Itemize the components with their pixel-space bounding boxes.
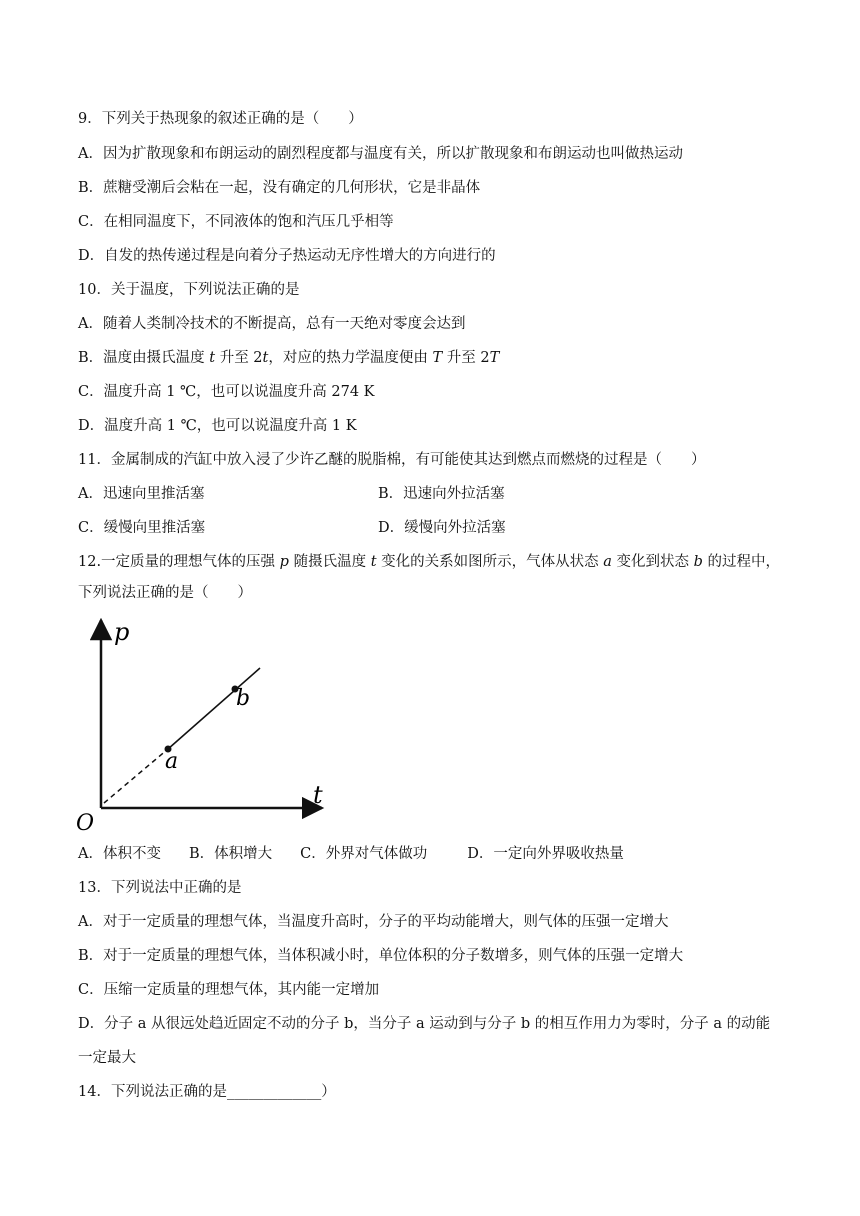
q12-option-a: A．体积不变 [78,846,161,862]
q10-b-text-4: 升至 2 [442,350,490,366]
q9-stem: 9．下列关于热现象的叙述正确的是（ ） [78,111,363,127]
q13-option-c: C．压缩一定质量的理想气体，其内能一定增加 [78,982,380,998]
q10-option-d: D．温度升高 1 ℃，也可以说温度升高 1 K [78,418,357,434]
q13-option-b: B．对于一定质量的理想气体，当体积减小时，单位体积的分子数增多，则气体的压强一定增大 [78,948,684,964]
q10-b-var-T2: T [489,350,500,366]
q14-stem: 14．下列说法正确的是_____________） [78,1084,336,1100]
q10-b-text-2: 升至 2 [215,350,263,366]
q10-b-text-1: B．温度由摄氏温度 [78,350,210,366]
q10-option-c: C．温度升高 1 ℃，也可以说温度升高 274 K [78,384,375,400]
q12-text-4: 变化到状态 [611,554,694,570]
q12-var-p: p [279,554,289,570]
q12-text-1: 12.一定质量的理想气体的压强 [78,554,280,570]
dashed-extension [104,749,168,803]
q12-text-5: 的过程中， [702,554,781,570]
q12-text-3: 变化的关系如图所示，气体从状态 [376,554,604,570]
q10-option-a: A．随着人类制冷技术的不断提高，总有一天绝对零度会达到 [78,316,466,332]
q9-option-c: C．在相同温度下，不同液体的饱和汽压几乎相等 [78,214,394,230]
q10-stem: 10．关于温度，下列说法正确的是 [78,282,300,298]
q11-option-d: D．缓慢向外拉活塞 [378,520,506,536]
x-axis-label: t [313,781,323,809]
q12-option-c: C．外界对气体做功 [300,846,428,862]
q9-option-a: A．因为扩散现象和布朗运动的剧烈程度都与温度有关，所以扩散现象和布朗运动也叫做热运动 [78,146,683,162]
q12-stem-line1 [78,552,780,572]
q10-option-b [78,348,499,368]
point-b-label: b [236,686,251,711]
q12-var-t: t [370,554,377,570]
q11-stem: 11．金属制成的汽缸中放入浸了少许乙醚的脱脂棉，有可能使其达到燃点而燃烧的过程是（ ） [78,452,706,468]
q12-var-a: a [603,554,612,570]
q10-b-text-3: ，对应的热力学温度便由 [268,350,433,366]
q11-option-b: B．迅速向外拉活塞 [378,486,505,502]
q10-b-var-t: t [209,350,216,366]
q13-stem: 13．下列说法中正确的是 [78,880,242,896]
point-a-label: a [165,749,179,774]
q13-option-d-line2: 一定最大 [78,1050,136,1066]
q13-option-a: A．对于一定质量的理想气体，当温度升高时，分子的平均动能增大，则气体的压强一定增大 [78,914,669,930]
q12-pt-graph [0,610,860,840]
q9-option-d: D．自发的热传递过程是向着分子热运动无序性增大的方向进行的 [78,248,496,264]
q12-var-b: b [693,554,703,570]
q11-option-a: A．迅速向里推活塞 [78,486,205,502]
q10-b-var-t2: t [262,350,269,366]
q13-option-d-line1: D．分子 a 从很远处趋近固定不动的分子 b，当分子 a 运动到与分子 b 的相互作用力为零时，分子 a 的动能 [78,1016,771,1032]
y-axis-label: p [114,618,130,646]
q12-option-b: B．体积增大 [188,846,273,862]
q12-options [78,844,652,864]
q11-option-c: C．缓慢向里推活塞 [78,520,206,536]
q9-option-b: B．蔗糖受潮后会粘在一起，没有确定的几何形状，它是非晶体 [78,180,481,196]
q12-stem-line2: 下列说法正确的是（ ） [78,585,252,601]
q12-text-2: 随摄氏温度 [288,554,371,570]
q10-b-var-T: T [432,350,443,366]
q12-option-d: D．一定向外界吸收热量 [467,846,624,862]
origin-label: O [76,811,95,836]
